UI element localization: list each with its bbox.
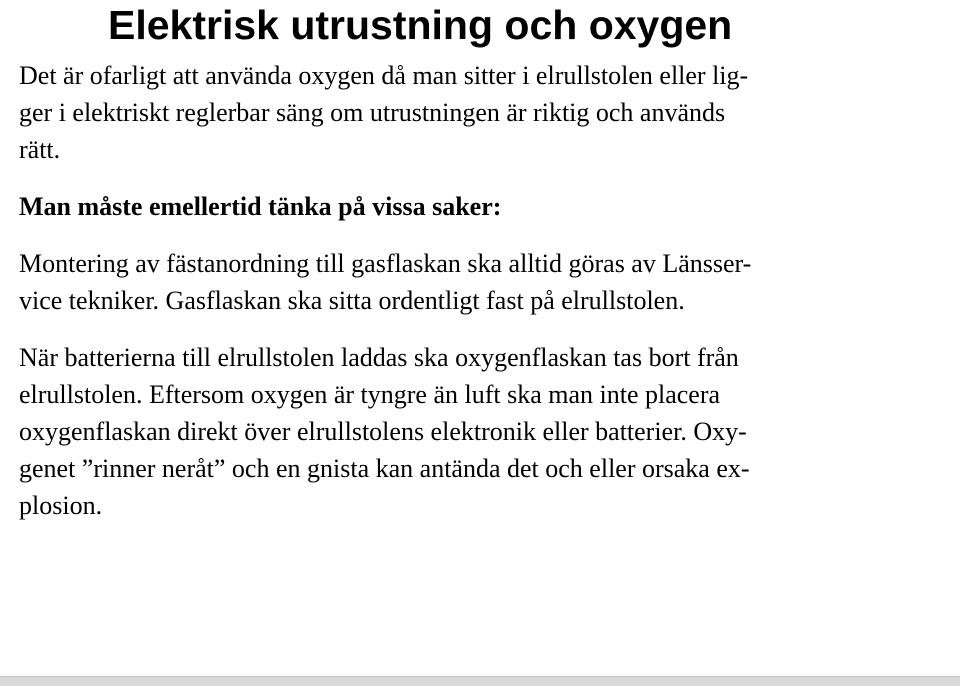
charging-line-2: elrullstolen. Eftersom oxygen är tyngre än luft ska man inte placera (19, 380, 721, 409)
charging-paragraph (19, 339, 750, 524)
intro-line-3: rätt. (19, 135, 61, 164)
page-title: Elektrisk utrustning och oxygen (108, 2, 733, 48)
intro-line-1: Det är ofarligt att använda oxygen då man sitter i elrullstolen eller lig- (19, 61, 749, 90)
charging-line-3: oxygenflaskan direkt över elrullstolens elektronik eller batterier. Oxy- (19, 417, 747, 446)
intro-line-2: ger i elektriskt reglerbar säng om utrustningen är riktig och används (19, 98, 726, 127)
mounting-line-1: Montering av fästanordning till gasflaskan ska alltid göras av Länsser- (19, 249, 752, 278)
charging-line-1: När batterierna till elrullstolen laddas ska oxygenflaskan tas bort från (19, 343, 739, 372)
subheading: Man måste emellertid tänka på vissa saker: (19, 192, 502, 221)
charging-line-5: plosion. (19, 491, 103, 520)
mounting-paragraph (19, 245, 751, 319)
intro-paragraph (19, 57, 748, 168)
mounting-line-2: vice tekniker. Gasflaskan ska sitta ordentligt fast på elrullstolen. (19, 286, 685, 315)
charging-line-4: genet ”rinner neråt” och en gnista kan antända det och eller orsaka ex- (19, 454, 750, 483)
